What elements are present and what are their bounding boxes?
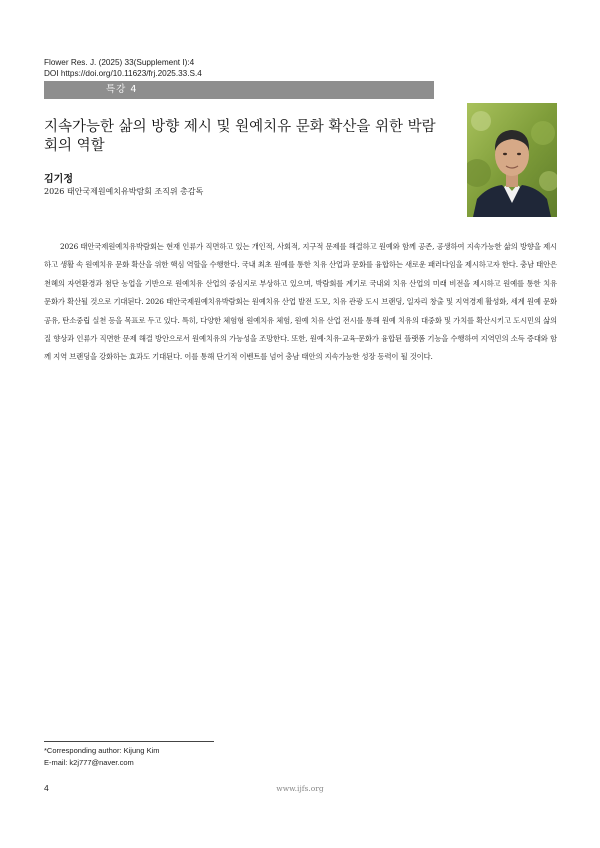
footnote-divider	[44, 741, 214, 742]
author-portrait-photo	[467, 103, 557, 217]
footnote	[44, 745, 159, 769]
abstract-paragraph: 2026 태안국제원예치유박람회는 현재 인류가 직면하고 있는 개인적, 사회적, 지구적 문제를 해결하고 원예와 함께 공존, 공생하여 지속가능한 삶의 방향을 제시하고 생활 속 원예치유 문화 확산을 위한 핵심 역할을 수행한다. 국내 최초 원예를 통한 치유 산업과 문화를 융합하는 새로운 패러다임을 제시하고자 한다. 충남 태안은 천혜의 자연환경과 첨단 농업을 기반으로 원예치유 산업의 중심지로 부상하고 있으며, 박람회를 계기로 국내외 치유 산업의 미래 비전을 제시하고 원예를 통한 치유 문화가 확산될 것으로 기대된다. 2026 태안국제원예치유박람회는 원예치유 산업 발전 도모, 치유 관광 도시 브랜딩, 일자리 창출 및 지역경제 활성화, 세계 원예 문화 공유, 탄소중립 실천 등을 목표로 두고 있다. 특히, 다양한 체험형 원예치유 체험, 원예 치유 산업 전시를 통해 원예 치유의 대중화 및 가치를 확산시키고 도시민의 삶의 질 향상과 인류가 직면한 문제 해결 방안으로서 원예치유의 가능성을 조망한다. 또한, 원예·치유·교육·문화가 융합된 플랫폼 기능을 수행하여 지역민의 소득 증대와 함께 지역 브랜딩을 강화하는 효과도 기대된다. 이를 통해 단기적 이벤트를 넘어 충남 태안의 지속가능한 성장 동력이 될 것이다.	[44, 242, 557, 362]
section-label: 특강 4	[106, 84, 138, 95]
page-number: 4	[44, 783, 49, 793]
journal-header	[44, 57, 202, 79]
article-title: 지속가능한 삶의 방향 제시 및 원예치유 문화 확산을 위한 박람회의 역할	[44, 119, 436, 154]
author-affiliation: 2026 태안국제원예치유박람회 조직위 총감독	[44, 187, 204, 196]
footer-url[interactable]: www.ijfs.org	[276, 784, 324, 793]
corresponding-author: *Corresponding author: Kijung Kim	[44, 746, 160, 755]
author-email: E-mail: k2j777@naver.com	[44, 758, 134, 767]
journal-doi: DOI https://doi.org/10.11623/frj.2025.33.S.4	[44, 69, 202, 78]
author-name: 김기정	[44, 174, 73, 185]
section-band	[44, 81, 434, 99]
author-portrait-icon	[467, 103, 557, 217]
journal-citation: Flower Res. J. (2025) 33(Supplement I):4	[44, 58, 195, 67]
